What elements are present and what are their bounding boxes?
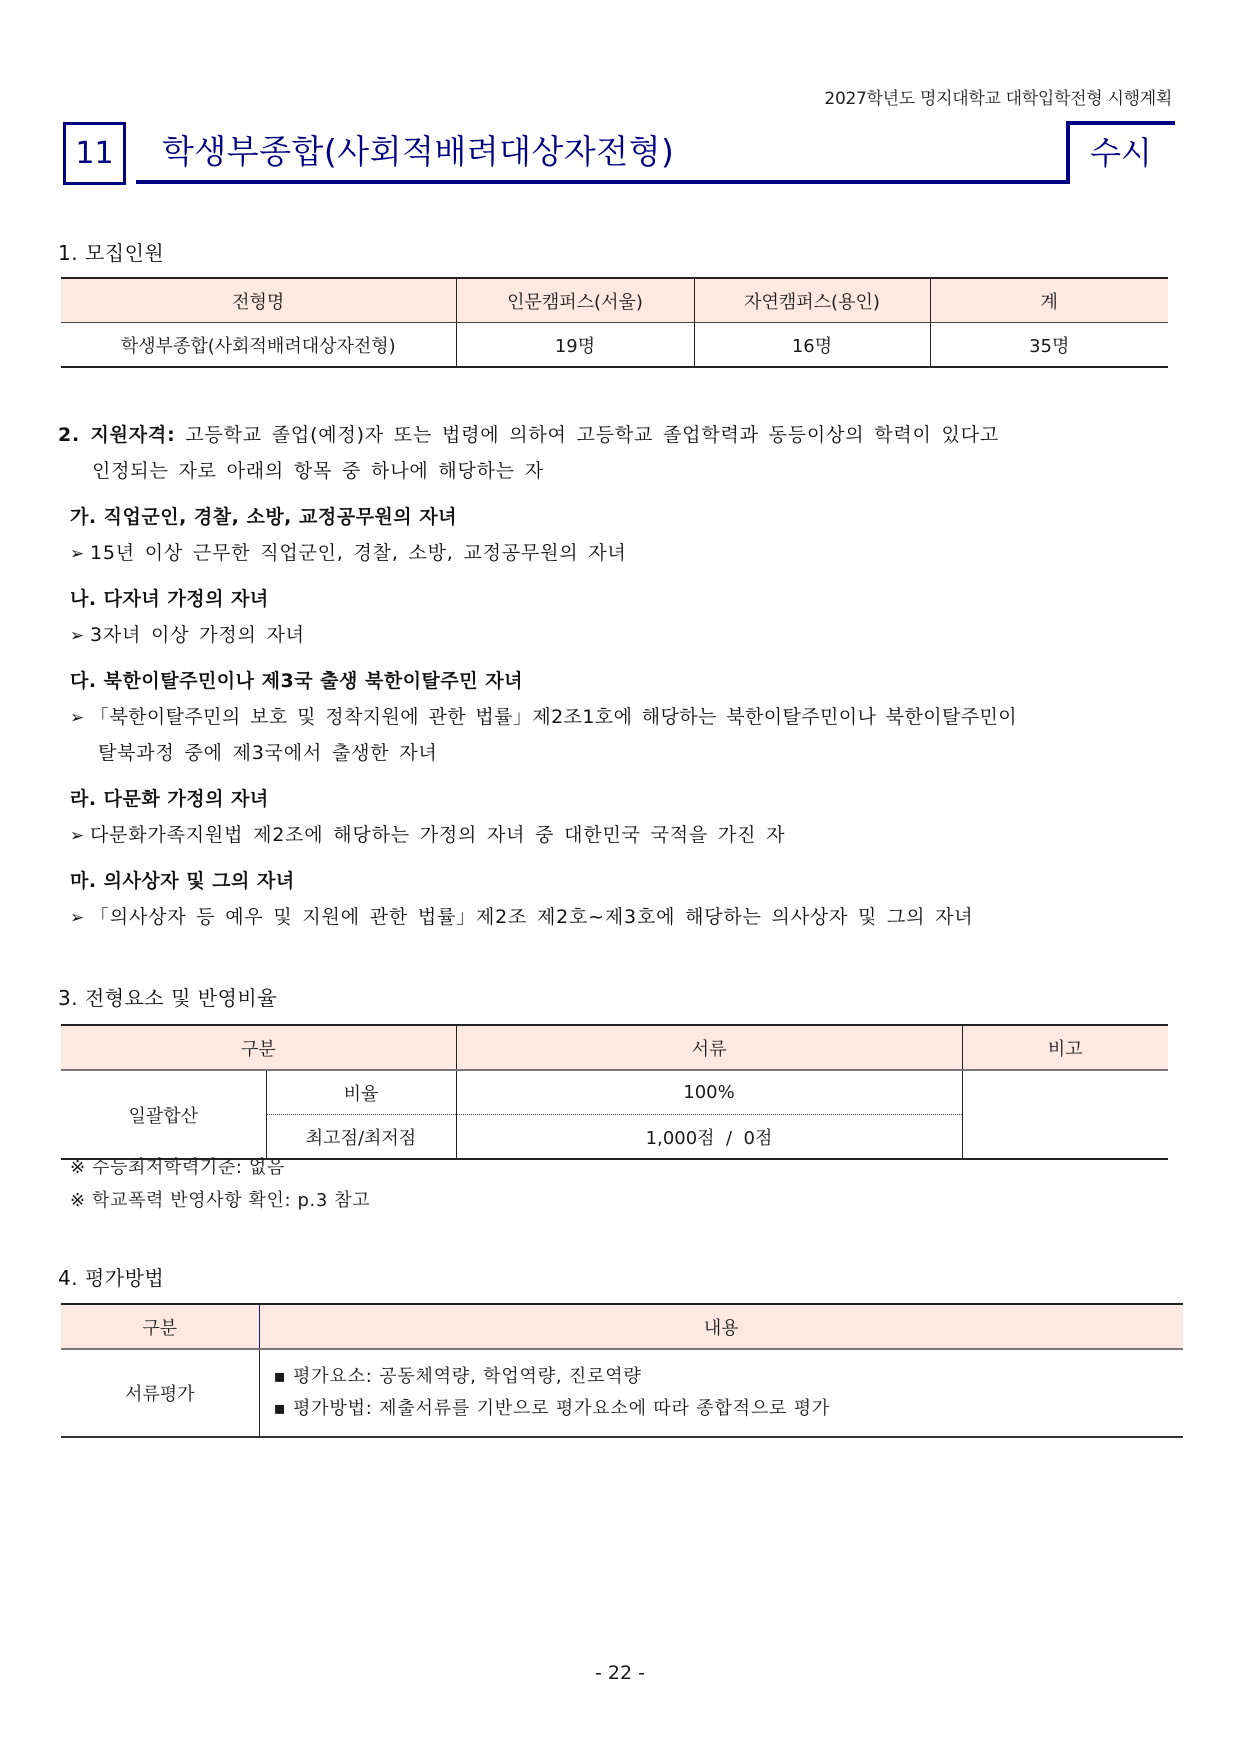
evaluation-item: ▪ 평가요소: 공동체역량, 학업역량, 진로역량 [273,1366,642,1387]
table-cell: 16명 [694,323,930,368]
bullet-text: 15년 이상 근무한 직업군인, 경찰, 소방, 교정공무원의 자녀 [90,542,627,564]
table-header-cell: 계 [930,278,1168,323]
admission-type-label: 수시 [1090,134,1152,172]
table-cell: 100% [456,1070,962,1115]
evaluation-item: ▪ 평가방법: 제출서류를 기반으로 평가요소에 따라 종합적으로 평가 [273,1398,831,1419]
table-header-row [61,1304,1183,1349]
section-2-heading-text: 고등학교 졸업(예정)자 또는 법령에 의하여 고등학교 졸업학력과 동등이상의 학력이 있다고 [175,424,999,446]
note: ※ 수능최저학력기준: 없음 [70,1157,285,1178]
section-2-heading [58,420,999,447]
table-header-cell: 자연캠퍼스(용인) [694,278,930,323]
bullet-text: 「북한이탈주민의 보호 및 정착지원에 관한 법률」제2조1호에 해당하는 북한이탈주민이나 북한이탈주민이 [90,706,1017,728]
table-header-cell: 구분 [61,1025,456,1070]
table-cell: 서류평가 [124,1384,195,1405]
table-header-cell: 비고 [962,1025,1168,1070]
table-header-row [61,1025,1168,1070]
table-header-row [61,278,1168,323]
section-number-box: 11 [63,122,126,185]
title-bracket-top [1066,121,1175,125]
table-cell: 1,000점 / 0점 [456,1115,962,1160]
document-header: 2027학년도 명지대학교 대학입학전형 시행계획 [824,89,1172,109]
table-header-cell: 내용 [259,1304,1183,1349]
table-header-cell: 서류 [456,1025,962,1070]
section-3-heading: 3. 전형요소 및 반영비율 [58,986,278,1010]
eligibility-bullet [70,620,305,647]
recruitment-table [61,277,1168,368]
table-row [61,1349,1183,1437]
arrow-bullet-icon: ➢ [70,908,86,928]
arrow-bullet-icon: ➢ [70,544,86,564]
table-cell: 비율 [266,1070,456,1115]
selection-ratio-table [61,1024,1168,1160]
table-header-cell: 전형명 [61,278,456,323]
eligibility-item-title: 나. 다자녀 가정의 자녀 [70,588,269,610]
bullet-text: 「의사상자 등 예우 및 지원에 관한 법률」제2조 제2호~제3호에 해당하는 의사상자 및 그의 자녀 [90,906,974,928]
table-row [61,323,1168,368]
title-bracket-divider [1066,122,1070,184]
title-underline [136,180,1070,184]
arrow-bullet-icon: ➢ [70,708,85,728]
eligibility-bullet-continued: 탈북과정 중에 제3국에서 출생한 자녀 [98,742,438,764]
row-group-label: 일괄합산 [128,1105,199,1127]
eligibility-item-title: 라. 다문화 가정의 자녀 [70,788,269,810]
section-1-heading: 1. 모집인원 [58,241,165,265]
eligibility-item-title: 가. 직업군인, 경찰, 소방, 교정공무원의 자녀 [70,506,457,528]
section-2-heading-line2: 인정되는 자로 아래의 항목 중 하나에 해당하는 자 [92,460,544,482]
evaluation-method-table [61,1303,1183,1438]
arrow-bullet-icon: ➢ [70,826,86,846]
table-header-cell: 구분 [61,1304,259,1349]
eligibility-bullet [70,538,627,565]
table-header-cell: 인문캠퍼스(서울) [456,278,694,323]
table-cell [259,1349,1183,1437]
eligibility-item-title: 다. 북한이탈주민이나 제3국 출생 북한이탈주민 자녀 [70,670,523,692]
page-title: 학생부종합(사회적배려대상자전형) [162,132,675,171]
bullet-text: 다문화가족지원법 제2조에 해당하는 가정의 자녀 중 대한민국 국적을 가진 자 [90,824,786,846]
table-cell: 19명 [456,323,694,368]
remarks-cell [962,1070,1168,1159]
table-cell: 최고점/최저점 [266,1115,456,1160]
table-cell: 35명 [930,323,1168,368]
arrow-bullet-icon: ➢ [70,626,86,646]
table-row [61,1070,1168,1115]
eligibility-bullet [70,902,973,929]
eligibility-bullet [70,820,785,847]
note: ※ 학교폭력 반영사항 확인: p.3 참고 [70,1190,371,1211]
page-number: - 22 - [595,1662,645,1684]
table-cell: 학생부종합(사회적배려대상자전형) [120,335,396,357]
eligibility-bullet [70,702,1017,729]
eligibility-item-title: 마. 의사상자 및 그의 자녀 [70,870,295,892]
bullet-text: 3자녀 이상 가정의 자녀 [90,624,305,646]
section-2-heading-label: 2. 지원자격: [58,424,176,446]
section-4-heading: 4. 평가방법 [58,1266,165,1290]
